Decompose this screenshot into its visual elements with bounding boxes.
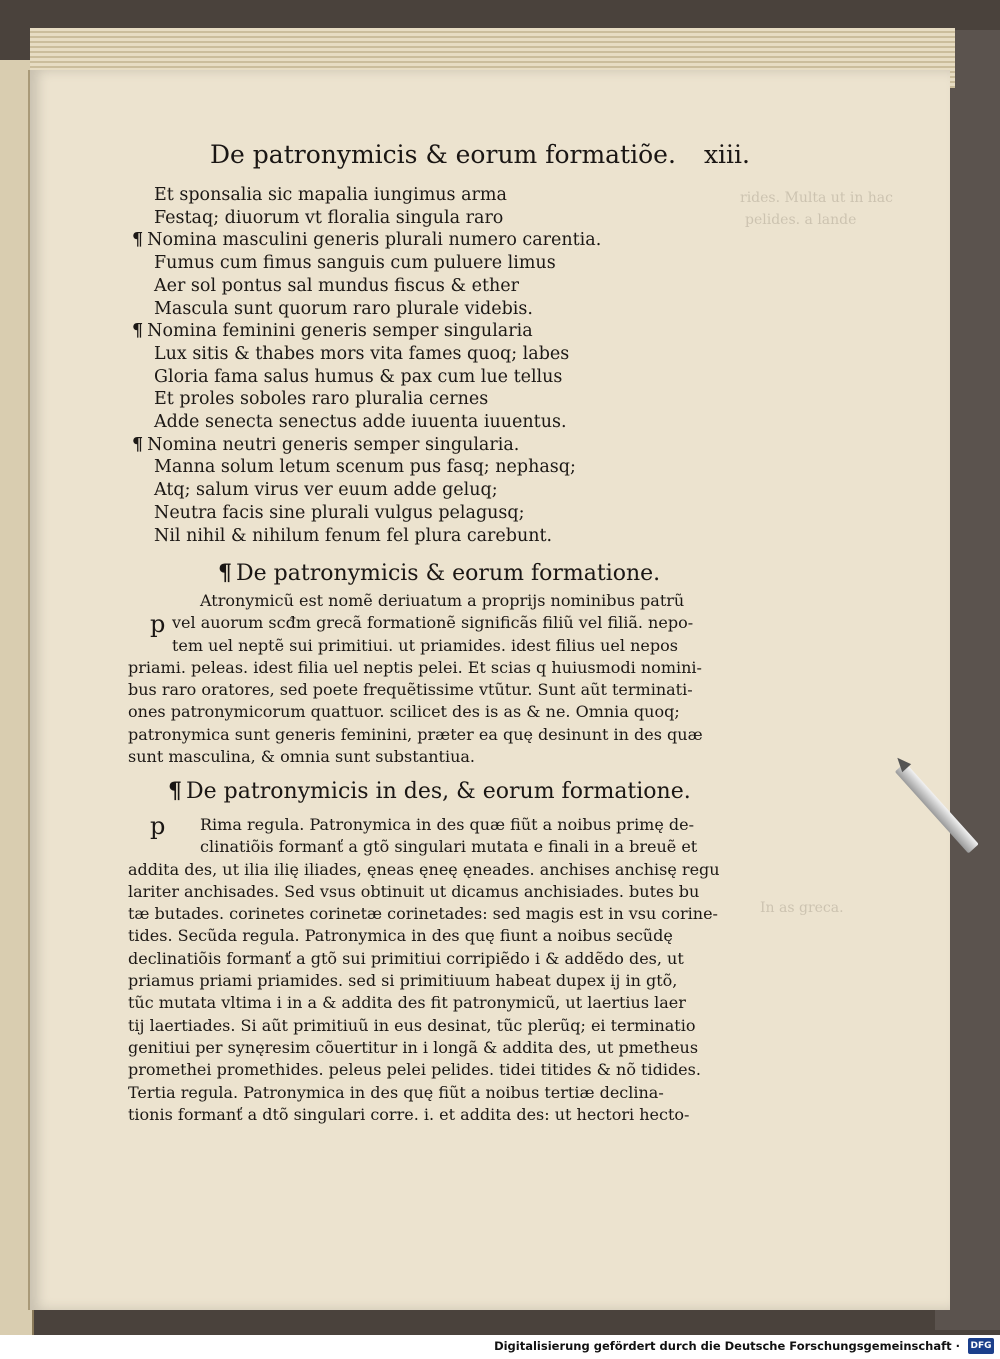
show-through-text: pelides. a lande bbox=[745, 212, 857, 228]
show-through-text: In as greca. bbox=[760, 900, 844, 916]
folio-number: xiii. bbox=[703, 140, 750, 169]
verse-line: Lux sitis & thabes mors vita fames quoq; labes bbox=[154, 343, 570, 364]
rubric-line: ¶ Nomina neutri generis semper singularia. bbox=[132, 434, 520, 455]
verse-line: Neutra facis sine plurali vulgus pelagusq; bbox=[154, 502, 525, 523]
verse-line: Festaq; diuorum vt floralia singula raro bbox=[154, 207, 504, 228]
footer-bar bbox=[0, 1335, 1000, 1359]
verse-line: Et proles soboles raro pluralia cernes bbox=[154, 389, 489, 410]
funding-credit: Digitalisierung gefördert durch die Deutsche Forschungsgemeinschaft · bbox=[494, 1339, 960, 1353]
drop-capital: p bbox=[150, 610, 166, 638]
verse-line: Gloria fama salus humus & pax cum lue tellus bbox=[154, 366, 563, 387]
verse-line: Fumus cum fimus sanguis cum puluere limus bbox=[154, 253, 556, 274]
paragraph-mark-icon: ¶ bbox=[132, 434, 144, 455]
text-line: lariter anchisades. Sed vsus obtinuit ut dicamus anchisiades. butes bu bbox=[128, 881, 700, 901]
text-line: sunt masculina, & omnia sunt substantiua. bbox=[128, 747, 476, 767]
running-head-title: De patronymicis & eorum formatiõe. bbox=[210, 140, 676, 169]
text-line: vel auorum scđm grecã formationẽ significãs filiũ vel filiã. nepo- bbox=[172, 613, 694, 633]
verse-line: Aer sol pontus sal mundus fiscus & ether bbox=[154, 275, 519, 296]
verse-line: Manna solum letum scenum pus fasq; nephasq; bbox=[154, 457, 576, 478]
text-line: patronymica sunt generis feminini, præter ea quę desinunt in des quæ bbox=[128, 724, 703, 744]
drop-capital: p bbox=[150, 812, 166, 840]
verse-line: Et sponsalia sic mapalia iungimus arma bbox=[154, 185, 507, 205]
text-line: declinatiõis formanť a gtõ sui primitiui corripiẽdo i & addẽdo des, ut bbox=[128, 948, 684, 968]
rubric-line: ¶ Nomina feminini generis semper singularia bbox=[132, 321, 533, 342]
dfg-logo: DFG bbox=[968, 1338, 994, 1354]
verse-line: Nil nihil & nihilum fenum fel plura carebunt. bbox=[154, 525, 553, 546]
text-line: tæ butades. corinetes corinetæ corinetades: sed magis est in vsu corine- bbox=[128, 904, 718, 924]
text-line: ones patronymicorum quattuor. scilicet des is as & ne. Omnia quoq; bbox=[128, 702, 680, 722]
paragraph-1 bbox=[128, 590, 748, 768]
text-line: tides. Secũda regula. Patronymica in des quę fiunt a noibus secũdę bbox=[128, 926, 673, 946]
verse-line: Atq; salum virus ver euum adde geluq; bbox=[154, 480, 498, 501]
running-header bbox=[210, 140, 750, 169]
text-line: genitiui per synęresim cõuertitur in i longã & addita des, ut pmetheus bbox=[128, 1037, 699, 1057]
verse-line: Adde senecta senectus adde iuuenta iuuentus. bbox=[154, 412, 567, 433]
text-line: Rima regula. Patronymica in des quæ fiũt a noibus primę de- bbox=[200, 815, 695, 834]
paragraph-mark-icon: ¶ bbox=[218, 560, 232, 586]
paragraph-mark-icon: ¶ bbox=[132, 321, 144, 342]
text-line: addita des, ut ilia ilię iliades, ęneas ęneę ęneades. anchises anchisę regu bbox=[128, 859, 720, 879]
paragraph-mark-icon: ¶ bbox=[132, 230, 144, 251]
text-line: tem uel neptẽ sui primitiui. ut priamides. idest filius uel nepos bbox=[172, 635, 678, 655]
text-line: Atronymicũ est nomẽ deriuatum a proprijs nominibus patrũ bbox=[200, 591, 685, 610]
verse-line: Mascula sunt quorum raro plurale videbis. bbox=[154, 298, 533, 319]
text-line: tũc mutata vltima i in a & addita des fit patronymicũ, ut laertius laer bbox=[128, 993, 686, 1013]
text-line: tionis formanť a dtõ singulari corre. i. et addita des: ut hectori hecto- bbox=[128, 1104, 690, 1124]
paragraph-mark-icon: ¶ bbox=[168, 778, 182, 804]
text-line: tij laertiades. Si aũt primitiuũ in eus desinat, tũc plerũq; ei terminatio bbox=[128, 1015, 696, 1035]
text-line: clinatiõis formanť a gtõ singulari mutata e finali in a breuẽ et bbox=[200, 837, 698, 857]
text-line: priamus priami priamides. sed si primitiuum habeat dupex ij in gtõ, bbox=[128, 971, 678, 991]
section-heading-1: ¶ De patronymicis & eorum formatione. bbox=[218, 560, 661, 586]
text-line: promethei promethides. peleus pelei pelides. tidei titides & nõ tidides. bbox=[128, 1060, 701, 1080]
text-line: priami. peleas. idest filia uel neptis pelei. Et scias q huiusmodi nomini- bbox=[128, 657, 702, 677]
section-heading-2: ¶ De patronymicis in des, & eorum formatione. bbox=[168, 778, 691, 804]
verse-block bbox=[132, 184, 652, 547]
paragraph-2 bbox=[128, 814, 748, 1126]
text-line: bus raro oratores, sed poete frequẽtissime vtũtur. Sunt aũt terminati- bbox=[128, 680, 693, 700]
show-through-text: rides. Multa ut in hac bbox=[740, 190, 893, 206]
text-line: Tertia regula. Patronymica in des quę fiũt a noibus tertiæ declina- bbox=[128, 1082, 664, 1102]
rubric-line: ¶ Nomina masculini generis plurali numero carentia. bbox=[132, 230, 602, 251]
